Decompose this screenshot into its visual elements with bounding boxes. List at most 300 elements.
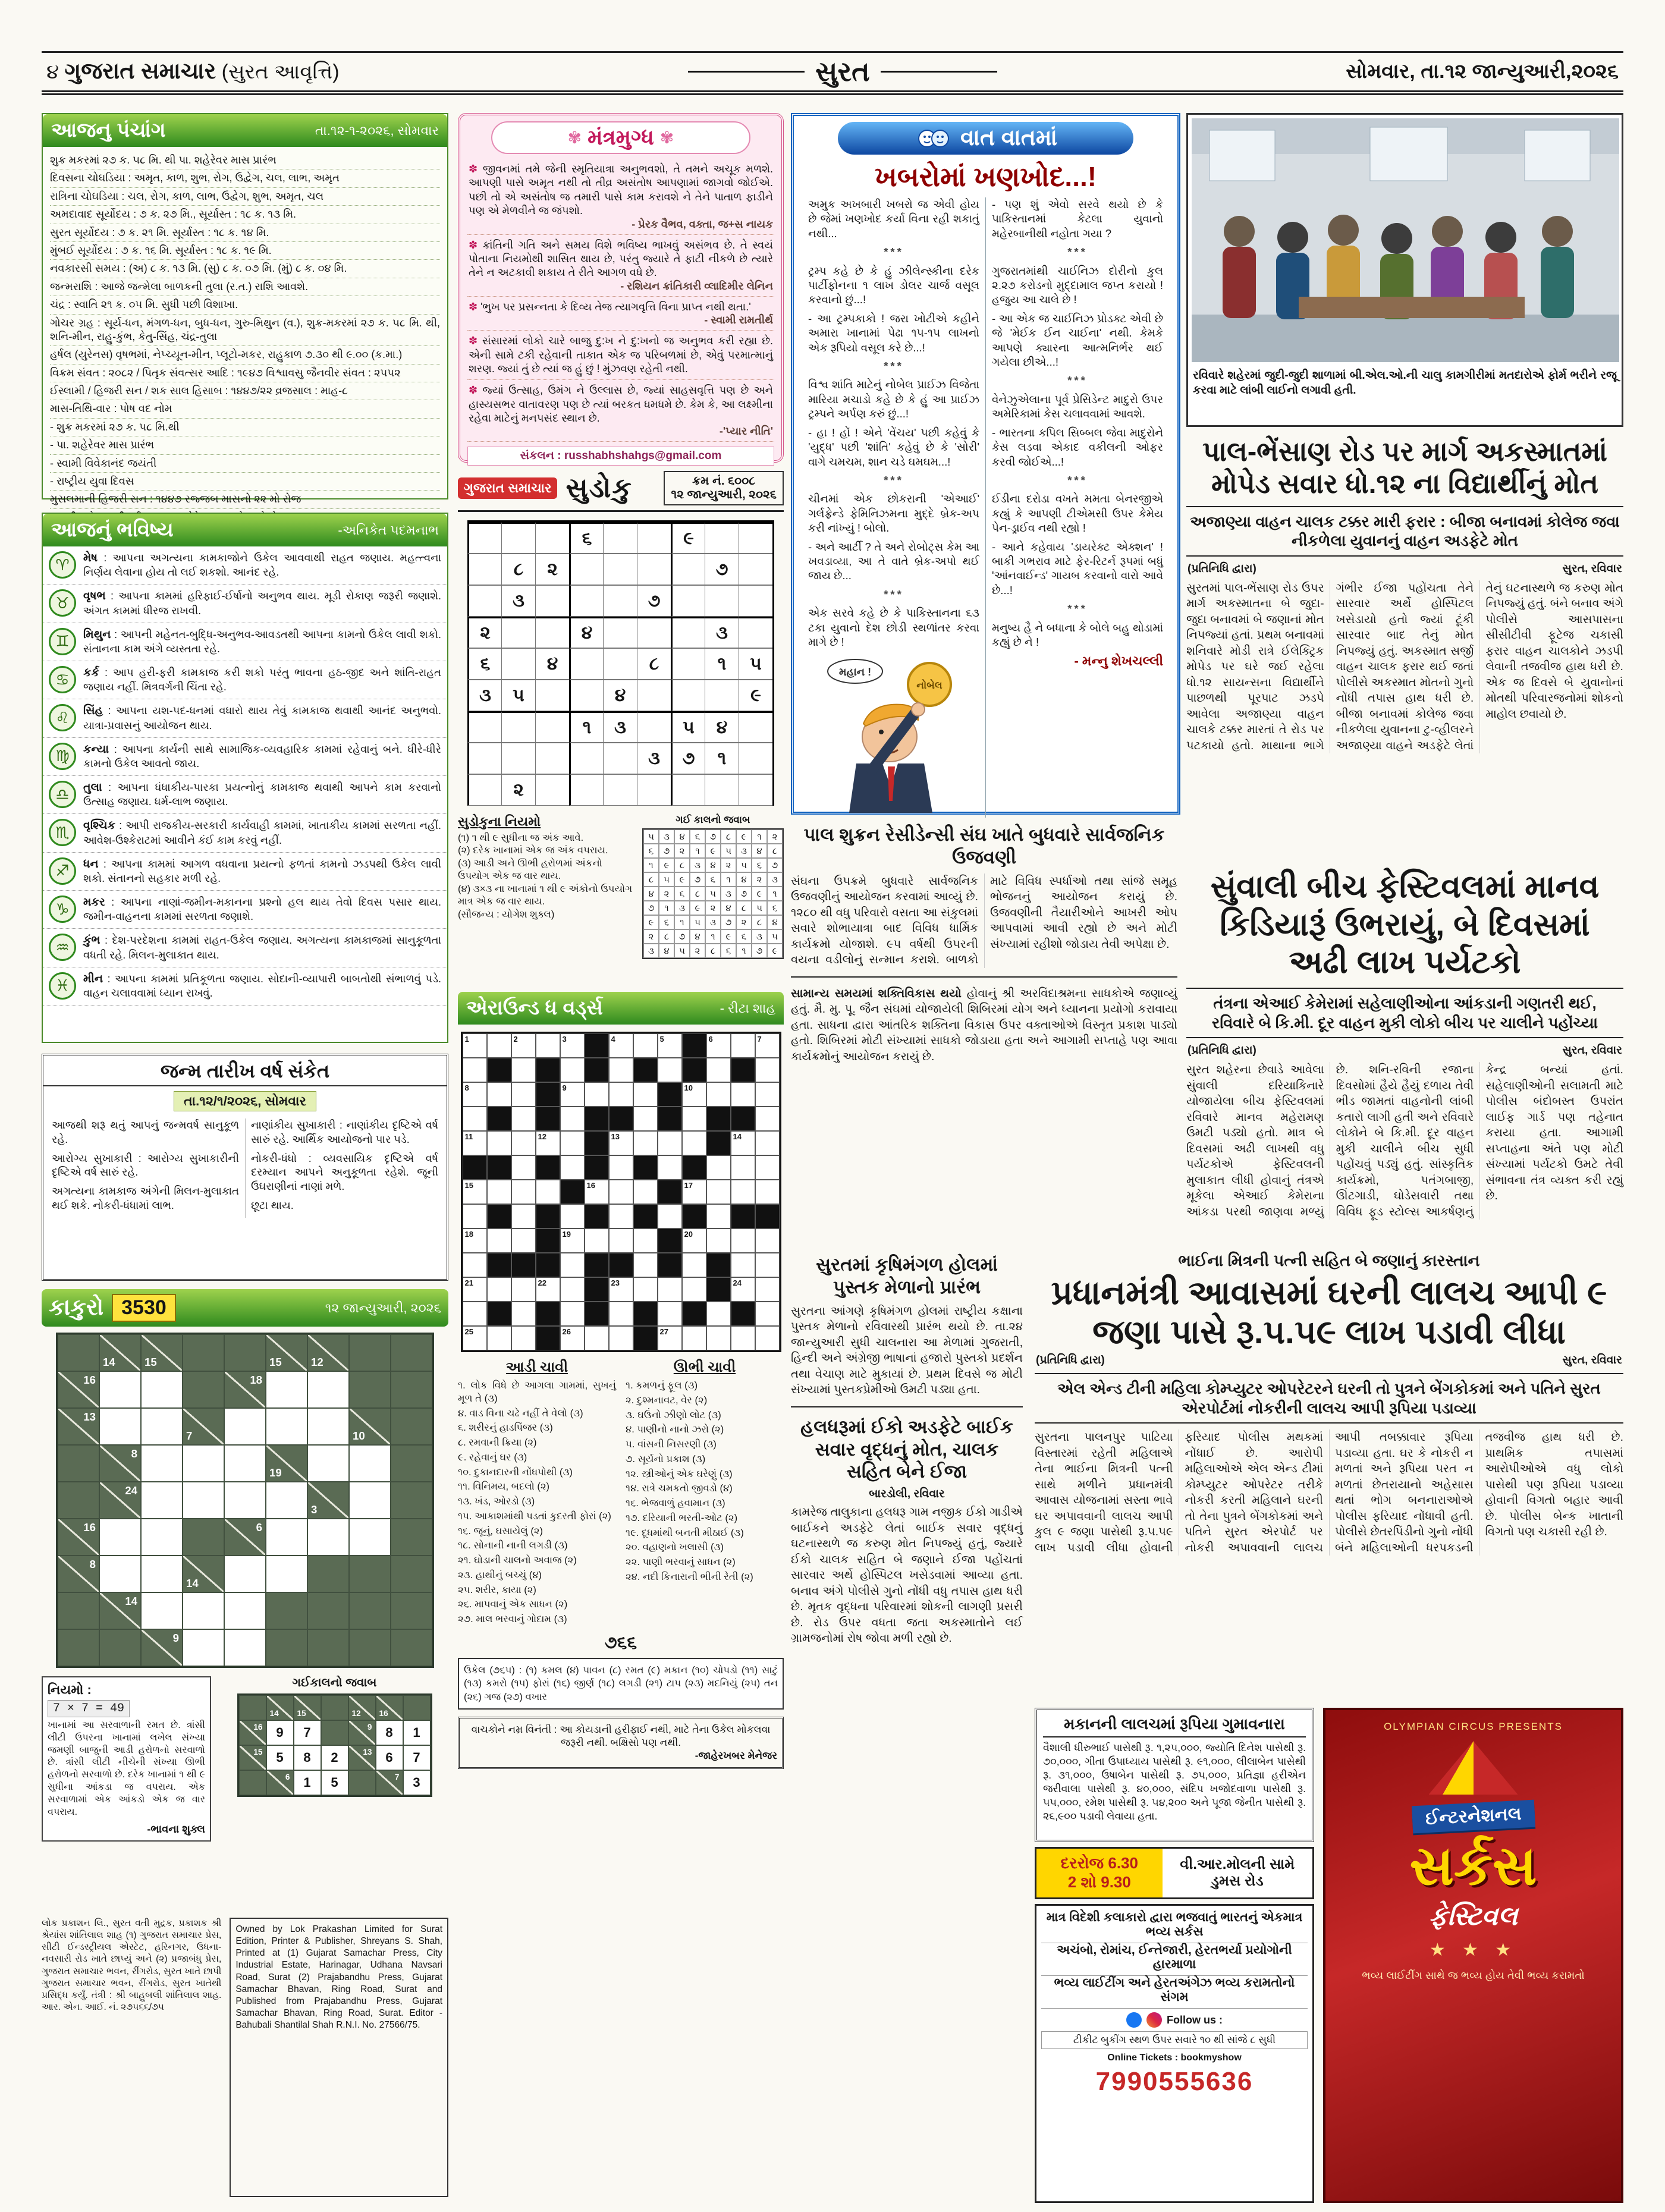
sudoku-cell: ૯ xyxy=(739,680,772,711)
crossword-cell xyxy=(560,1131,585,1155)
sudoku-cell xyxy=(637,680,671,711)
sudoku-cell xyxy=(739,617,772,648)
shakti-lead: સામાન્ય સમયમાં શક્તિવિકાસ થયો xyxy=(791,986,962,1000)
show-daily: દરરોજ 6.30 xyxy=(1060,1854,1138,1872)
crossword-cell xyxy=(706,1302,731,1326)
sudoku-solution-cell: ૩ xyxy=(752,929,767,944)
crossword-grid xyxy=(461,1032,781,1352)
sudoku-solution xyxy=(642,814,784,962)
kakuro-entry-cell xyxy=(266,1556,307,1592)
down-title: ઊભી ચાવી xyxy=(673,1359,736,1375)
sudoku-cell xyxy=(637,554,671,585)
kakuro-clue-cell: 15 xyxy=(294,1695,321,1720)
sudoku-solution-cell: ૮ xyxy=(767,844,783,858)
kakuro-block-cell xyxy=(183,1334,224,1371)
birth-year-line: અગત્યના કામકાજ અંગેની મિલન-મુલાકાત થઈ શકે. નોકરી-ધંધામાં લાભ. xyxy=(52,1185,239,1211)
down-clue: ૪. પાણીનો નાનો ઝરો (૨) xyxy=(626,1424,724,1435)
down-clue: ૨૦. વહાણનો ખલાસી (૩) xyxy=(626,1542,724,1553)
across-clue: ૨૫. શરીર, કાયા (૨) xyxy=(458,1584,536,1595)
kakuro-entry-cell: 5 xyxy=(266,1745,294,1770)
crossword-cell xyxy=(731,1326,755,1350)
sudoku-solution-cell: ૫ xyxy=(643,830,659,844)
horoscope-prediction: આપના કામમાં હરિફાઈ-ઈર્ષાનો અનુભવ થાય. મૂડી રોકાણ જરૂરી જણાશે. અંગત કામમાં ધીરજ રાખવી. xyxy=(83,590,441,617)
crossword-cell xyxy=(536,1155,560,1180)
kakuro-block-cell xyxy=(391,1482,432,1519)
crossword-cell: 9 xyxy=(560,1082,585,1107)
birth-year-line: નોકરી-ધંધો : વ્યવસાયિક દૃષ્ટિએ વર્ષ દરમ્યાન આપને અનુકૂળતા રહેશે. જૂની ઉઘરાણીનાં નાણાં મળે. xyxy=(251,1152,438,1192)
sudoku-cell xyxy=(535,617,569,648)
sudoku-date: ૧૨ જાન્યુઆરી, ૨૦૨૬ xyxy=(671,488,777,501)
shakti-paragraph xyxy=(791,986,1177,1065)
across-clue: ૪. વાડ વિના ચઢે નહીં તે વેલો (૩) xyxy=(458,1407,583,1419)
mantra-footer: સંકલન : russhabhshahgs@gmail.com xyxy=(467,447,774,466)
kakuro-clue-cell: 6 xyxy=(224,1519,266,1556)
kakuro-header xyxy=(42,1289,448,1327)
crossword-cell xyxy=(658,1204,682,1228)
panchang-line: વિક્રમ સંવત : ૨૦૮૨ / પિતૃક સંવત્સર આદિ : ૧૯૪૭ વિશ્વાવસુ જૈનવીર સંવત : ૨૫૫૨ xyxy=(50,365,440,382)
pm-awas-article xyxy=(1035,1252,1623,1702)
quote-item xyxy=(467,159,774,235)
sudoku-cell xyxy=(705,680,739,711)
sudoku-solution-cell: ૮ xyxy=(705,944,721,958)
kakuro-block-cell xyxy=(239,1695,266,1720)
pm-body: સુરતના પાલનપુર પાટિયા વિસ્તારમાં રહેતી મહિલાએ તેના ભાઈના મિત્રની પત્ની સાથે મળીને પ્રધાનમંત્રી આવાસ યોજનામાં સસ્તા ભાવે ઘર અપાવવાની લાલચ આપી કુલ ૯ જણા પાસેથી રૂ.૫.૫૯ લાખ પડાવી લીધા હોવાની ફરિયાદ પોલીસ મથકમાં નોંધાઈ છે. આરોપી મહિલાઓએ એલ એન્ડ ટીમાં કોમ્પ્યુટર ઓપરેટર તરીકે નોકરી કરતી મહિલાને ઘરની તો તેના પુત્રને બેંગકોકમાં અને પતિને સુરત એરપોર્ટ પર નોકરી અપાવવાની લાલચ આપી તબક્કાવાર રૂપિયા પડાવ્યા હતા. ઘર કે નોકરી ન મળતાં અને રૂપિયા પરત ન મળતાં છેતરાયાનો અહેસાસ થતાં ભોગ બનનારાઓએ પોલીસ ફરિયાદ નોંધાવી હતી. પોલીસે છેતરપિંડીનો ગુનો નોંધી બંને મહિલાઓની ધરપકડની તજવીજ હાથ ધરી છે. પ્રાથમિક તપાસમાં આરોપીઓએ વધુ લોકો પાસેથી પણ રૂપિયા પડાવ્યા હોવાની વિગતો બહાર આવી છે. પોલીસ બેન્ક ખાતાની વિગતો પણ ચકાસી રહી છે. xyxy=(1035,1431,1623,1554)
zodiac-sign: મિથુન xyxy=(83,628,111,641)
masthead xyxy=(42,51,1623,95)
vaat-signature: - મન્નુ શેખચલ્લી xyxy=(1074,653,1163,669)
crossword-cell: 15 xyxy=(463,1180,487,1204)
kakuro-clue-cell: 7 xyxy=(183,1408,224,1445)
crossword-cell xyxy=(755,1082,780,1107)
crossword-cell xyxy=(487,1058,511,1082)
horoscope-row xyxy=(43,929,447,967)
sudoku-cell xyxy=(705,585,739,617)
pm-headline: પ્રધાનમંત્રી આવાસમાં ઘરની લાલચ આપી ૯ જણા પાસે રૂ.૫.૫૯ લાખ પડાવી લીધા xyxy=(1051,1274,1607,1351)
horoscope-prediction: આપી રાજકીય-સરકારી કાર્યવાહી કામમાં, ખાતાકીય કામમાં સરળતા નહીં. આવેશ-ઉશ્કેરાટમાં આવીને કંઈ કામ કરવું નહીં. xyxy=(83,819,441,846)
horoscope-header xyxy=(43,514,447,546)
kakuro-block-cell xyxy=(391,1592,432,1629)
sudoku-cell xyxy=(501,617,535,648)
kakuro-entry-cell: 8 xyxy=(294,1745,321,1770)
kakuro-block-cell xyxy=(321,1695,348,1720)
kakuro-block-cell xyxy=(403,1695,431,1720)
sudoku-cell xyxy=(739,585,772,617)
sudoku-cell: ૫ xyxy=(501,680,535,711)
horoscope-box xyxy=(42,513,448,1043)
quote-author: - રશિયન ક્રાંતિકારી વ્લાદિમીર લેનિન xyxy=(620,279,773,292)
crossword-author: - રીટા શાહ xyxy=(720,1000,775,1016)
crossword-cell xyxy=(560,1058,585,1082)
horoscope-prediction: આપના ધંધાકીય-પારકા પ્રયત્નોનું કામકાજ થવાથી આપને કામ કરવાનો ઉત્સાહ જણાય. ધર્મ-લાભ જણાય. xyxy=(83,781,441,808)
across-title: આડી ચાવી xyxy=(505,1359,568,1375)
sudoku-rules-list xyxy=(458,832,634,909)
crossword-cell xyxy=(536,1253,560,1277)
vaat-item: - ભારતના કપિલ સિબ્બલ જેવા માદુરોને કેસ લડવા એકાદ વકીલની ઓફર કરવી જોઈએ...! xyxy=(992,426,1163,468)
sudoku-solution-label: ગઈ કાલનો જવાબ xyxy=(676,814,750,825)
vaat-item: ટ્રમ્પ કહે છે કે હું ઝીલેન્સ્કીના દરેક પાર્ટીફોનના ૧ લાખ ડોલર ચાર્જ વસૂલ કરવાનો છું...! xyxy=(808,264,979,306)
crossword-cell xyxy=(755,1302,780,1326)
crossword-cell xyxy=(706,1228,731,1253)
suvali-body: સુરત શહેરના છેવાડે આવેલા સુંવાલી દરિયાકિનારે યોજાયેલા બીચ ફેસ્ટિવલમાં રવિવારે માનવ મહેરામણ ઉમટી પડ્યો હતો. માત્ર બે દિવસમાં અઢી લાખથી વધુ પર્યટકોએ ફેસ્ટિવલની મુલાકાત લીધી હોવાનું તંત્રએ મૂકેલા એઆઈ કેમેરાના આંકડા પરથી જાણવા મળ્યું છે. શનિ-રવિની રજાના દિવસોમાં હૈયે હૈયું દળાય તેવી ભીડ જામતાં વાહનોની લાંબી કતારો લાગી હતી અને રવિવારે લોકોને બે કિ.મી. દૂર વાહન મુકી ચાલીને બીચ સુધી પહોંચવું પડ્યું હતું. સાંસ્કૃતિક કાર્યક્રમો, પતંગબાજી, ઊંટગાડી, ઘોડેસવારી તથા વિવિધ ફૂડ સ્ટોલ્સ આકર્ષણનું કેન્દ્ર બન્યાં હતાં. સહેલાણીઓની સલામતી માટે પોલીસ બંદોબસ્ત ઉપરાંત લાઈફ ગાર્ડ પણ તહેનાત કરાયા હતા. આગામી સપ્તાહના અંતે પણ મોટી સંખ્યામાં પર્યટકો ઉમટે તેવી સંભાવના તંત્ર વ્યક્ત કરી રહ્યું છે. xyxy=(1186,1063,1623,1218)
crossword-cell xyxy=(536,1180,560,1204)
shakti-body: હોવાનું શ્રી અરવિંદાશ્રમના સાધકોએ જણાવ્યું હતું. મૈ. મુ. પૂ. જૈન સંઘમાં યોજાયેલી શિબિરમાં યોગ અને ધ્યાનના પ્રયોગો કરાવાયા હતા. સાધના દ્વારા આંતરિક શક્તિના વિકાસ ઉપર વક્તાઓએ વિસ્તૃત પ્રકાશ પાડ્યો હતો. શિબિરમાં મોટી સંખ્યામાં સાધકો જોડાયા હતા અને આગામી સપ્તાહે પણ આવા કાર્યક્રમોનું આયોજન કરાયું છે. xyxy=(791,986,1177,1063)
quote-author: - પ્રેરક વૈભવ, વક્તા, જ+સ નાયક xyxy=(632,218,773,230)
sudoku-solution-cell: ૧ xyxy=(674,915,690,929)
mantra-header xyxy=(491,121,750,154)
kakuro-block-cell xyxy=(349,1592,391,1629)
vaat-column-2 xyxy=(985,197,1169,818)
panchang-line: ગોચર ગ્રહ : સૂર્ય-ધન, મંગળ-ધન, બુધ-ધન, ગુરુ-મિથુન (વ.), શુક્ર-મકરમાં ૨૭ ક. ૫૮ મિ. થી, શનિ-મીન, રાહુ-કુંભ, કેતુ-સિંહ, ચંદ્ર-તુલા xyxy=(50,315,440,347)
sudoku-solution-cell: ૪ xyxy=(659,944,674,958)
sudoku-cell xyxy=(671,585,705,617)
kakuro-clue-cell: 24 xyxy=(99,1482,141,1519)
sudoku-solution-cell: ૬ xyxy=(674,887,690,901)
crossword-cell xyxy=(511,1228,536,1253)
kakuro-entry-cell xyxy=(183,1445,224,1482)
sudoku-solution-cell: ૮ xyxy=(643,872,659,887)
edition-label xyxy=(46,59,340,84)
crossword-cell xyxy=(463,1253,487,1277)
vaat-item: - હા ! હોં ! એને 'વેંચય' પછી કહેવું કે 'યુદ્ધ' પછી 'શાંતિ' કહેવું છે કે 'સોરી' વાગે ચમચમ, શાન ચડે ઘમઘમ...! xyxy=(808,426,979,468)
kakuro-answer-label: ગઈકાલનો જવાબ xyxy=(292,1676,377,1689)
kakuro-block-cell xyxy=(266,1592,307,1629)
kakuro-block-cell xyxy=(391,1556,432,1592)
sudoku-cell xyxy=(739,774,772,806)
makan-lalach-box xyxy=(1035,1708,1314,1842)
zodiac-sign: કર્ક xyxy=(83,667,99,680)
vaat-item: - આ ટ્રમ્પકાકો ! જરા ખોટીએ કહીને અમારા ખાનામાં પેઢા ૧૫-૧૫ લાખનો એક રૂપિયો વસૂલ કરે છે...! xyxy=(808,312,979,354)
city-banner xyxy=(688,55,997,89)
pm-byline: (પ્રતિનિધિ દ્વારા) xyxy=(1036,1354,1105,1367)
crossword-cell xyxy=(560,1302,585,1326)
crossword-cell xyxy=(487,1033,511,1058)
sudoku-solution-cell: ૪ xyxy=(721,901,736,915)
kakuro-entry-cell: 3 xyxy=(403,1770,431,1795)
kakuro-entry-cell xyxy=(99,1408,141,1445)
across-clue: ૨૭. માલ ભરવાનું ગોદામ (૩) xyxy=(458,1614,567,1625)
kakuro-entry-cell: 8 xyxy=(376,1720,403,1745)
crossword-clues xyxy=(458,1359,784,1628)
sudoku-solution-cell: ૧ xyxy=(752,830,767,844)
crossword-cell xyxy=(585,1058,609,1082)
venue: વી.આર.મોલની સામે ડુમસ રોડ xyxy=(1163,1849,1312,1897)
kakuro-clue-cell: 15 xyxy=(239,1745,266,1770)
crossword-cell xyxy=(560,1253,585,1277)
horoscope-text: મિથુન : આપની મહેનત-બુદ્ધિ-અનુભવ-આવડતથી આપના કામનો ઉકેલ લાવી શકો. સંતાનના કામ અંગે વ્યસ્તતા રહે. xyxy=(83,628,441,655)
sudoku-cell xyxy=(569,743,603,774)
down-clue: ૧. કમળનું ફૂલ (૩) xyxy=(626,1380,698,1391)
kakuro-block-cell xyxy=(58,1629,99,1666)
crossword-cell xyxy=(487,1277,511,1302)
horoscope-prediction: આપના યશ-પદ-ધનમાં વધારો થાય તેવું કામકાજ થવાથી આનંદ અનુભવો. યાત્રા-પ્રવાસનું આયોજન થાય. xyxy=(83,705,441,731)
crossword-cell xyxy=(731,1253,755,1277)
showtimes-strip xyxy=(1035,1847,1314,1899)
kakuro-block-cell xyxy=(58,1482,99,1519)
sudoku-solution-cell: ૫ xyxy=(674,944,690,958)
crossword-cell xyxy=(731,1302,755,1326)
crossword-cell xyxy=(585,1131,609,1155)
down-clues xyxy=(626,1359,784,1628)
crossword-cell xyxy=(682,1204,706,1228)
sudoku-solution-cell: ૩ xyxy=(721,887,736,901)
sudoku-solution-cell: ૨ xyxy=(752,872,767,887)
sudoku-solution-cell: ૩ xyxy=(674,901,690,915)
sudoku-cell: ૮ xyxy=(637,648,671,680)
kakuro-entry-cell xyxy=(307,1371,349,1408)
sudoku-cell xyxy=(603,774,637,806)
crossword-cell xyxy=(487,1131,511,1155)
sudoku-solution-cell: ૭ xyxy=(674,929,690,944)
sudoku-cell: ૩ xyxy=(501,585,535,617)
crossword-cell xyxy=(755,1253,780,1277)
crossword-cell xyxy=(658,1082,682,1107)
sudoku-title: સુડોકુ xyxy=(566,472,633,503)
sudoku-solution-cell: ૫ xyxy=(705,887,721,901)
circus-booking: ટીકીટ બુકીંગ સ્થળ ઉપર સવારે ૧૦ થી સાંજે ૮ સુધી xyxy=(1041,2031,1308,2049)
crossword-cell xyxy=(633,1155,658,1180)
down-clue: ૩. ઘઉંનો ઝીણો લોટ (૩) xyxy=(626,1409,721,1421)
kakuro-entry-cell: 2 xyxy=(321,1745,348,1770)
zodiac-sign: કન્યા xyxy=(83,743,109,756)
sudoku-cell xyxy=(569,774,603,806)
circus-follow xyxy=(1041,2012,1308,2028)
kakuro-entry-cell xyxy=(307,1408,349,1445)
crossword-cell: 26 xyxy=(560,1326,585,1350)
quote-text: ✽ જીવનમાં તમે જેની સ્મૃતિયાત્રા અનુભવશો, તે તમને અચૂક મળશે. આપણી પાસે અમૃત નથી તો તીવ્ર અસંતોષ આપણામાં જાગવો જોઈએ. પછી તો એ અસંતોષ જ તમારી પાસે કામ કરાવશે ને તેને પાતાળ ફાડીને પણ એ મેળવીને જ જંપશો. xyxy=(469,162,773,218)
horoscope-text: કર્ક : આપ હરી-ફરી કામકાજ કરી શકો પરંતુ ભાવના હઠ-જીદ અને શાંતિ-રાહત જણાય નહીં. મિત્રવર્ગની ચિંતા રહે. xyxy=(83,667,441,693)
circus-lines xyxy=(1041,1911,1308,2009)
notice-text: વાચકોને નમ્ર વિનંતી : આ કોયડાની હરીફાઈ નથી, માટે તેના ઉકેલ મોકલવા જરૂરી નથી. બક્ષિસો પણ નથી. xyxy=(471,1723,771,1748)
kakuro-entry-cell xyxy=(266,1519,307,1556)
kakuro-entry-cell xyxy=(307,1445,349,1482)
horoscope-row xyxy=(43,853,447,891)
pm-dateline: સુરત, રવિવાર xyxy=(1562,1354,1622,1367)
moped-byline: (પ્રતિનિધિ દ્વારા) xyxy=(1188,562,1256,575)
crossword-cell xyxy=(706,1326,731,1350)
crossword-cell xyxy=(755,1180,780,1204)
zodiac-sign: મકર xyxy=(83,896,105,909)
kakuro-entry-cell xyxy=(141,1556,183,1592)
sudoku-cell: ૧ xyxy=(705,743,739,774)
sudoku-solution-cell: ૧ xyxy=(721,872,736,887)
sudoku-cell xyxy=(535,774,569,806)
kakuro-rules xyxy=(42,1676,211,1842)
kakuro-box xyxy=(42,1289,448,1903)
kakuro-entry-cell: 1 xyxy=(403,1720,431,1745)
crossword-cell xyxy=(731,1058,755,1082)
crossword-cell: 8 xyxy=(463,1082,487,1107)
sudoku-cell: ૬ xyxy=(467,648,501,680)
crossword-cell xyxy=(609,1204,633,1228)
crossword-cell: 27 xyxy=(658,1326,682,1350)
sudoku-cell: ૪ xyxy=(705,711,739,743)
birth-year-lines xyxy=(43,1116,447,1220)
pm-subhead: એલ એન્ડ ટીની મહિલા કોમ્પ્યુટર ઓપરેટરને ઘરની તો પુત્રને બેંગકોકમાં અને પતિને સુરત એરપોર્ટમાં નોકરીની લાલચ આપી રૂપિયા પડાવ્યા xyxy=(1035,1373,1623,1424)
down-clue: ૨૨. પાણી ભરવાનું સાધન (૨) xyxy=(626,1557,736,1568)
poster-presents: OLYMPIAN CIRCUS PRESENTS xyxy=(1384,1721,1563,1732)
vaat-item: - આ એક જ ચાઈનિઝ પ્રોડક્ટ એવી છે જે 'મેઈક ઈન ચાઈના' નથી. કેમકે આપણે ક્યારના આત્મનિર્ભર થઈ ગયેલા છીએ...! xyxy=(992,312,1163,369)
sudoku-solution-cell: ૪ xyxy=(690,929,705,944)
vaat-columns xyxy=(802,197,1169,818)
crossword-cell xyxy=(511,1253,536,1277)
crossword-cell xyxy=(487,1107,511,1131)
crossword-cell xyxy=(487,1204,511,1228)
circus-phone: 7990555636 xyxy=(1095,2067,1254,2096)
kakuro-block-cell xyxy=(307,1592,349,1629)
crossword-cell xyxy=(536,1326,560,1350)
kakuro-block-cell xyxy=(349,1556,391,1592)
vaat-column-1 xyxy=(802,197,985,818)
zodiac-icon: ♊ xyxy=(49,628,76,655)
sudoku-solution-cell: ૭ xyxy=(690,872,705,887)
sudoku-solution-cell: ૨ xyxy=(643,929,659,944)
sudoku-solution-cell: ૮ xyxy=(674,858,690,872)
sudoku-cell xyxy=(535,585,569,617)
sudoku-rules-title: સુડોકુના નિયમો xyxy=(458,814,541,829)
crossword-cell xyxy=(585,1107,609,1131)
sudoku-cell xyxy=(501,522,535,554)
sudoku-solution-cell: ૨ xyxy=(736,915,752,929)
panchang-line: - શુક્ર મકરમાં ૨૭ ક. ૫૮ મિ.થી xyxy=(50,419,440,436)
horoscope-row xyxy=(43,623,447,661)
kakuro-entry-cell xyxy=(141,1482,183,1519)
crossword-cell xyxy=(487,1326,511,1350)
pm-kicker: ભાઈના મિત્રની પત્ની સહિત બે જણાનું કારસ્તાન xyxy=(1178,1252,1480,1270)
kakuro-block-cell xyxy=(349,1334,391,1371)
panchang-line: મુસલમાની હિજરી સન : ૧૪૪૭ રજ્જબ માસનો ૨૨ મો રોજ xyxy=(50,491,440,508)
haldharu-body: કામરેજ તાલુકાના હલધરૂ ગામ નજીક ઈકો ગાડીએ બાઈકને અડફેટે લેતાં બાઈક સવાર વૃદ્ધનું ઘટનાસ્થળે જ કરુણ મોત નિપજ્યું હતું, જ્યારે ઈકો ચાલક સહિત બે જણાને ઈજા પહોંચતાં સારવાર અર્થે હોસ્પિટલ ખસેડવામાં આવ્યા હતા. બનાવ અંગે પોલીસે ગુનો નોંધી વધુ તપાસ હાથ ધરી છે. મૃતક વૃદ્ધના પરિવારમાં શોકની લાગણી પ્રસરી છે. રોડ ઉપર વધતા જતા અકસ્માતોને લઈ ગ્રામજનોમાં રોષ જોવા મળી રહ્યો છે. xyxy=(791,1506,1023,1645)
horoscope-text: તુલા : આપના ધંધાકીય-પારકા પ્રયત્નોનું કામકાજ થવાથી આપને કામ કરવાનો ઉત્સાહ જણાય. ધર્મ-લાભ જણાય. xyxy=(83,781,441,808)
crossword-cell: 25 xyxy=(463,1326,487,1350)
sudoku-cell xyxy=(467,522,501,554)
suvali-headline: સુંવાલી બીચ ફેસ્ટિવલમાં માનવ કિડિયારૂં ઉભરાયું, બે દિવસમાં અઢી લાખ પર્યટકો xyxy=(1210,869,1600,981)
kakuro-entry-cell xyxy=(224,1629,266,1666)
sudoku-solution-cell: ૧ xyxy=(767,887,783,901)
panchang-line: નવકારસી સમય : (અ) ૮ ક. ૧૩ મિ. (સુ) ૮ ક. ૦૭ મિ. (મું) ૮ ક. ૦૪ મિ. xyxy=(50,260,440,278)
sudoku-solution-cell: ૭ xyxy=(752,944,767,958)
panchang-line: સુરત સૂર્યોદય : ૭ ક. ૨૧ મિ. સૂર્યાસ્ત : ૧૮ ક. ૧૪ મિ. xyxy=(50,224,440,242)
kakuro-clue-cell: 9 xyxy=(348,1720,376,1745)
sudoku-cell xyxy=(467,774,501,806)
sudoku-solution-cell: ૭ xyxy=(643,901,659,915)
across-clue: ૧૮. સોનાની નાની લગડી (૩) xyxy=(458,1540,568,1551)
sudoku-cell: ૨ xyxy=(467,617,501,648)
horoscope-prediction: આપના કામમાં આગળ વધવાના પ્રયત્નો ફળતાં કામનો ઝડપથી ઉકેલ લાવી શકો. સંતાનનો સહકાર મળી રહે. xyxy=(83,857,441,885)
suvali-byline: (પ્રતિનિધિ દ્વારા) xyxy=(1188,1044,1256,1057)
publisher-english: Owned by Lok Prakashan Limited for Surat Edition, Printer & Publisher, Shreyans S. Shah, Printed at (1) Gujarat Samachar Press, City Industrial Estate, Harinagar, Udhana Navsari Road, Surat (2) Prajabandhu Press, Gujarat Samachar Bhavan, Ring Road, Surat and Published from Prajabandhu Press, Gujarat Samachar Bhavan, Ring Road, Surat. Editor - Bahubali Shantilal Shah R.N.I. No. 27566/75. xyxy=(230,1918,448,2197)
show-second: 2 શો 9.30 xyxy=(1067,1873,1131,1891)
horoscope-row xyxy=(43,776,447,814)
kakuro-block-cell xyxy=(266,1629,307,1666)
crossword-cell xyxy=(560,1204,585,1228)
panchang-header xyxy=(43,114,447,147)
crossword-cell xyxy=(706,1107,731,1131)
sudoku-solution-cell: ૫ xyxy=(690,915,705,929)
kakuro-block-cell xyxy=(183,1371,224,1408)
sudoku-credit: (સૌજન્ય : યોગેશ શુક્લ) xyxy=(458,909,555,920)
crossword-cell: 7 xyxy=(755,1033,780,1058)
crossword-cell: 18 xyxy=(463,1228,487,1253)
crossword-cell xyxy=(633,1107,658,1131)
vaat-vaatma-box xyxy=(791,113,1180,815)
sudoku-cell xyxy=(637,522,671,554)
sudoku-cell: ૧ xyxy=(705,648,739,680)
sudoku-solution-cell: ૭ xyxy=(736,887,752,901)
panchang-line: - રાષ્ટ્રીય યુવા દિવસ xyxy=(50,473,440,491)
birth-year-title: જન્મ તારીખ વર્ષ સંકેત xyxy=(43,1055,447,1086)
crossword-cell xyxy=(755,1326,780,1350)
sudoku-solution-cell: ૮ xyxy=(659,929,674,944)
sudoku-cell xyxy=(637,617,671,648)
kakuro-clue-cell: 14 xyxy=(183,1556,224,1592)
kakuro-clue-cell: 8 xyxy=(99,1445,141,1482)
zodiac-sign: તુલા xyxy=(83,781,102,794)
divider xyxy=(791,976,1177,978)
kakuro-block-cell xyxy=(307,1556,349,1592)
crossword-cell xyxy=(658,1180,682,1204)
crossword-cell xyxy=(536,1302,560,1326)
crossword-cell xyxy=(511,1058,536,1082)
vaat-item: *** xyxy=(1067,246,1088,259)
sudoku-solution-cell: ૩ xyxy=(705,915,721,929)
haldharu-dateline: બારડોલી, રવિવાર xyxy=(869,1488,945,1501)
vaat-item: ઈડીના દરોડા વખતે મમતા બેનરજીએ કહ્યું કે આપણી ટીએમસી ઉપર કેમેય પેન-ડ્રાઈવ નથી રહ્યો ! xyxy=(992,492,1163,535)
sudoku-solution-grid xyxy=(642,828,784,959)
crossword-cell xyxy=(633,1180,658,1204)
sudoku-solution-cell: ૪ xyxy=(736,872,752,887)
sudoku-solution-cell: ૪ xyxy=(767,915,783,929)
crossword-cell xyxy=(585,1155,609,1180)
horoscope-text: કુંભ : દેશ-પરદેશના કામમાં રાહત-ઉકેલ જણાય. અગત્યના કામકાજમાં સાનુકૂળતા વધતી રહે. મિલન-મુલાકાત થાય. xyxy=(83,934,441,961)
kakuro-number: 3530 xyxy=(112,1294,176,1322)
crossword-cell xyxy=(755,1107,780,1131)
crossword-cell xyxy=(511,1277,536,1302)
crossword-cell xyxy=(633,1058,658,1082)
kakuro-block-cell xyxy=(224,1334,266,1371)
kakuro-entry-cell xyxy=(224,1556,266,1592)
kakuro-clue-cell: 14 xyxy=(99,1334,141,1371)
sudoku-cell xyxy=(535,522,569,554)
crossword-title: એરાઉન્ડ ધ વર્ડ્સ xyxy=(466,997,603,1019)
crossword-cell xyxy=(731,1082,755,1107)
down-clue: ૭. સૂર્યનો પ્રકાશ (૩) xyxy=(626,1453,706,1465)
notice-sign: -જાહેરખબર મેનેજર xyxy=(695,1750,777,1761)
horoscope-text: કન્યા : આપના કાર્યની સાથે સામાજિક-વ્યવહારિક કામમાં રહેવાનું બને. ધીરે-ધીરે કામનો ઉકેલ આવતો જાય. xyxy=(83,743,441,770)
mantra-title: મંત્રમુગ્ધ xyxy=(588,125,654,149)
sudoku-cell xyxy=(705,522,739,554)
down-clue: ૧૪. રાત્રે ચમકતો જીવડો (૪) xyxy=(626,1483,733,1494)
crossword-cell: 24 xyxy=(731,1277,755,1302)
zodiac-icon: ♓ xyxy=(49,972,76,1000)
kakuro-block-cell xyxy=(58,1445,99,1482)
crossword-cell: 16 xyxy=(585,1180,609,1204)
crossword-cell xyxy=(536,1204,560,1228)
crossword-cell xyxy=(560,1277,585,1302)
sudoku-solution-cell: ૨ xyxy=(767,830,783,844)
crossword-cell xyxy=(658,1277,682,1302)
across-clue: ૮. રમવાની ક્રિયા (૨) xyxy=(458,1437,537,1449)
follow-label: Follow us : xyxy=(1167,2013,1223,2026)
kakuro-entry-cell xyxy=(349,1445,391,1482)
kakuro-entry-cell xyxy=(141,1445,183,1482)
sudoku-solution-cell: ૮ xyxy=(752,915,767,929)
sudoku-cell: ૩ xyxy=(603,711,637,743)
sudoku-solution-cell: ૪ xyxy=(752,844,767,858)
crossword-cell xyxy=(536,1228,560,1253)
sudoku-solution-cell: ૯ xyxy=(721,929,736,944)
circus-line: અચંબો, રોમાંચ, ઈન્તેજારી, હેરતભર્યા પ્રયોગોની હારમાળા xyxy=(1041,1943,1308,1976)
sudoku-solution-cell: ૫ xyxy=(752,901,767,915)
